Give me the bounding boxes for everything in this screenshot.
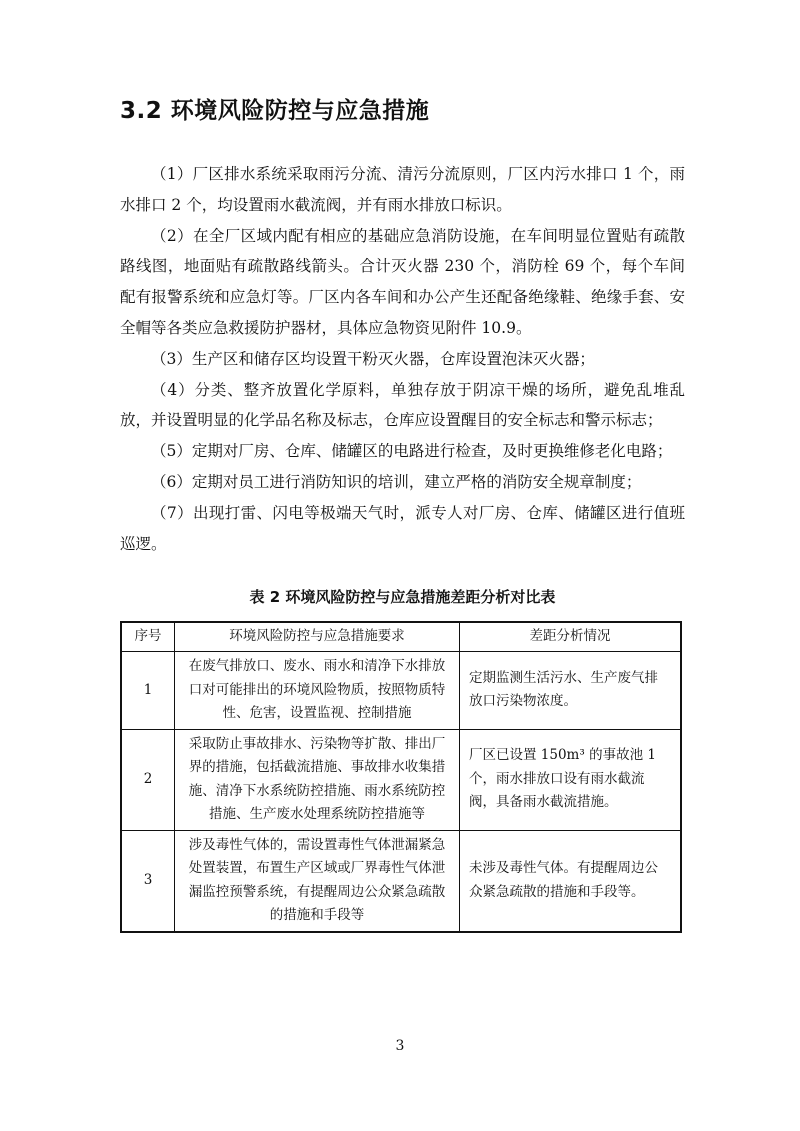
row-requirement: 涉及毒性气体的，需设置毒性气体泄漏紧急处置装置，布置生产区域或厂界毒性气体泄漏监控预警系统，有提醒周边公众紧急疏散的措施和手段等 [175,830,460,932]
row-gap: 未涉及毒性气体。有提醒周边公众紧急疏散的措施和手段等。 [460,830,682,932]
section-title: 3.2 环境风险防控与应急措施 [120,98,430,124]
paragraph-5: （5）定期对厂房、仓库、储罐区的电路进行检查，及时更换维修老化电路； [151,442,673,461]
table-body [121,652,681,932]
table-row [121,652,681,730]
row-gap: 厂区已设置 150m³ 的事故池 1 个，雨水排放口设有雨水截流阀，具备雨水截流措施。 [460,729,682,830]
page-number: 3 [395,1038,405,1054]
table-header [121,622,681,652]
row-number: 1 [121,652,175,730]
comparison-table [120,621,682,933]
paragraph-3: （3）生产区和储存区均设置干粉灭火器，仓库设置泡沫灭火器； [151,349,595,368]
paragraph-4: （4）分类、整齐放置化学原料，单独存放于阴凉干燥的场所，避免乱堆乱放，并设置明显的化学品名称及标志，仓库应设置醒目的安全标志和警示标志； [120,380,685,430]
table-header-row [121,622,681,652]
table-row [121,830,681,932]
paragraph-1: （1）厂区排水系统采取雨污分流、清污分流原则，厂区内污水排口 1 个，雨水排口 2 个，均设置雨水截流阀，并有雨水排放口标识。 [120,165,685,214]
header-no: 序号 [121,622,175,652]
row-requirement: 采取防止事故排水、污染物等扩散、排出厂界的措施，包括截流措施、事故排水收集措施、清净下水系统防控措施、雨水系统防控措施、生产废水处理系统防控措施等 [175,729,460,830]
row-requirement: 在废气排放口、废水、雨水和清净下水排放口对可能排出的环境风险物质，按照物质特性、危害，设置监视、控制措施 [175,652,460,730]
row-gap: 定期监测生活污水、生产废气排放口污染物浓度。 [460,652,682,730]
table-caption: 表 2 环境风险防控与应急措施差距分析对比表 [249,588,556,606]
paragraph-6: （6）定期对员工进行消防知识的培训，建立严格的消防安全规章制度； [151,472,642,491]
body-text [120,159,685,559]
header-gap: 差距分析情况 [460,622,682,652]
row-number: 3 [121,830,175,932]
table-row [121,729,681,830]
paragraph-2: （2）在全厂区域内配有相应的基础应急消防设施，在车间明显位置贴有疏散路线图，地面贴有疏散路线箭头。合计灭火器 230 个，消防栓 69 个，每个车间配有报警系统和应急灯等。厂区内各车间和办公产生还配备绝缘鞋、绝缘手套、安全帽等各类应急救援防护器材，具体应急物资见附件 10.9。 [120,226,685,337]
header-requirement: 环境风险防控与应急措施要求 [175,622,460,652]
paragraph-7: （7）出现打雷、闪电等极端天气时，派专人对厂房、仓库、储罐区进行值班巡逻。 [120,503,685,553]
row-number: 2 [121,729,175,830]
